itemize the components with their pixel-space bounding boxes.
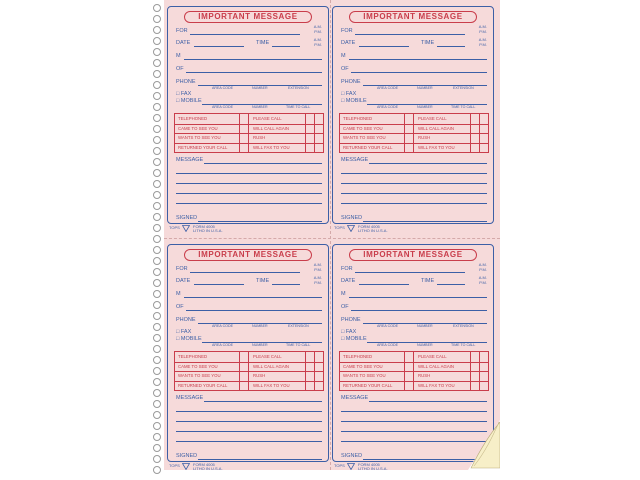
feed-hole — [153, 125, 161, 133]
phone-label: PHONE — [341, 79, 361, 85]
checkbox-option[interactable]: WANTS TO SEE YOU — [178, 135, 221, 140]
feed-hole — [153, 433, 161, 441]
pad-title: IMPORTANT MESSAGE — [184, 249, 312, 261]
message-pad — [332, 6, 494, 224]
date-line[interactable] — [194, 46, 244, 47]
area-code-label: AREA CODE — [377, 86, 398, 90]
feed-hole — [153, 400, 161, 408]
area-code-label: AREA CODE — [212, 105, 233, 109]
am-label: A.M. — [313, 262, 322, 267]
feed-hole — [153, 312, 161, 320]
for-label: FOR — [341, 266, 353, 272]
message-line[interactable] — [176, 183, 322, 184]
m-label: M — [176, 53, 181, 59]
call-status-checkbox-grid — [174, 113, 324, 153]
feed-hole — [153, 114, 161, 122]
checkbox-option[interactable]: WILL CALL AGAIN — [418, 125, 454, 131]
feed-hole — [153, 389, 161, 397]
time-to-call-label: TIME TO CALL — [286, 105, 311, 109]
feed-hole — [153, 81, 161, 89]
message-line[interactable] — [176, 203, 322, 204]
tops-logo-icon — [347, 463, 355, 470]
feed-hole — [153, 147, 161, 155]
call-status-checkbox-grid — [339, 113, 489, 153]
message-line[interactable] — [176, 441, 322, 442]
pm-label: P.M. — [314, 280, 322, 285]
feed-hole — [153, 59, 161, 67]
form-code-sub: LITHO IN U.S.A. — [358, 466, 388, 471]
feed-hole — [153, 323, 161, 331]
mobile-label: MOBILE — [180, 98, 202, 104]
fax-label: FAX — [345, 329, 357, 335]
area-code-label: AREA CODE — [377, 105, 398, 109]
pm-label: P.M. — [314, 29, 322, 34]
feed-hole — [153, 169, 161, 177]
time-line[interactable] — [437, 284, 465, 285]
pm-label: P.M. — [314, 42, 322, 47]
of-label: OF — [341, 304, 349, 310]
brand-label: TOPS — [334, 225, 345, 230]
feed-hole — [153, 268, 161, 276]
pad-title: IMPORTANT MESSAGE — [184, 11, 312, 23]
area-code-label: AREA CODE — [212, 324, 233, 328]
m-line[interactable] — [184, 297, 322, 298]
checkbox-option[interactable]: RETURNED YOUR CALL — [343, 144, 393, 150]
time-to-call-label: TIME TO CALL — [451, 343, 476, 347]
feed-hole — [153, 246, 161, 254]
fax-option[interactable]: □ FAX — [341, 329, 357, 335]
form-code-label: FORM 4005 — [358, 224, 380, 229]
call-status-checkbox-grid — [339, 351, 489, 391]
message-line[interactable] — [341, 203, 487, 204]
time-to-call-label: TIME TO CALL — [451, 105, 476, 109]
feed-hole — [153, 455, 161, 463]
tops-logo-icon — [182, 463, 190, 470]
number-label: NUMBER — [252, 105, 268, 109]
fax-option[interactable]: □ FAX — [176, 329, 192, 335]
mobile-option[interactable]: □ MOBILE — [341, 336, 367, 342]
message-pad — [167, 6, 329, 224]
checkbox-option[interactable]: WILL CALL AGAIN — [418, 363, 454, 369]
checkbox-option[interactable]: TELEPHONED — [343, 354, 373, 359]
mobile-option[interactable]: □ MOBILE — [176, 336, 202, 342]
of-line[interactable] — [186, 310, 322, 311]
time-label: TIME — [256, 278, 270, 284]
feed-hole — [153, 334, 161, 342]
message-line[interactable] — [341, 431, 487, 432]
m-line[interactable] — [184, 59, 322, 60]
signed-label: SIGNED — [341, 215, 363, 221]
checkbox-option[interactable]: RUSH — [418, 135, 431, 140]
time-to-call-label: TIME TO CALL — [286, 343, 311, 347]
number-label: NUMBER — [417, 324, 433, 328]
tops-logo-icon — [347, 225, 355, 232]
number-label: NUMBER — [417, 86, 433, 90]
message-label: MESSAGE — [341, 395, 369, 401]
message-label: MESSAGE — [341, 157, 369, 163]
signed-line[interactable] — [198, 221, 322, 222]
checkbox-option[interactable]: RUSH — [418, 373, 431, 378]
checkbox-option[interactable]: WANTS TO SEE YOU — [343, 135, 386, 140]
pm-label: P.M. — [479, 267, 487, 272]
feed-hole — [153, 4, 161, 12]
for-label: FOR — [176, 266, 188, 272]
feed-hole — [153, 279, 161, 287]
number-label: NUMBER — [252, 324, 268, 328]
form-code-label: FORM 4005 — [193, 462, 215, 467]
pm-label: P.M. — [479, 42, 487, 47]
of-line[interactable] — [186, 72, 322, 73]
feed-hole — [153, 356, 161, 364]
call-status-checkbox-grid — [174, 351, 324, 391]
date-line[interactable] — [359, 46, 409, 47]
am-label: A.M. — [478, 262, 487, 267]
am-label: A.M. — [313, 275, 322, 280]
signed-label: SIGNED — [341, 453, 363, 459]
signed-label: SIGNED — [176, 215, 198, 221]
time-line[interactable] — [272, 46, 300, 47]
of-label: OF — [341, 66, 349, 72]
form-code-sub: LITHO IN U.S.A. — [193, 466, 223, 471]
message-line[interactable] — [369, 163, 487, 164]
m-label: M — [341, 291, 346, 297]
date-line[interactable] — [194, 284, 244, 285]
checkbox-option[interactable]: WILL FAX TO YOU — [253, 144, 290, 150]
number-label: NUMBER — [252, 343, 268, 347]
feed-hole — [153, 367, 161, 375]
feed-hole — [153, 411, 161, 419]
form-code-label: FORM 4005 — [193, 224, 215, 229]
message-line[interactable] — [341, 441, 487, 442]
message-line[interactable] — [176, 421, 322, 422]
carbonless-copy-curl — [468, 420, 500, 470]
am-label: A.M. — [313, 37, 322, 42]
checkbox-option[interactable]: RETURNED YOUR CALL — [343, 382, 393, 388]
mobile-label: MOBILE — [180, 336, 202, 342]
extension-label: EXTENSION — [453, 86, 474, 90]
extension-label: EXTENSION — [288, 324, 309, 328]
checkbox-option[interactable]: PLEASE CALL — [253, 354, 282, 359]
message-line[interactable] — [176, 431, 322, 432]
fax-option[interactable]: □ FAX — [176, 91, 192, 97]
date-line[interactable] — [359, 284, 409, 285]
time-line[interactable] — [437, 46, 465, 47]
feed-hole — [153, 48, 161, 56]
for-line[interactable] — [355, 272, 465, 273]
mobile-label: MOBILE — [345, 336, 367, 342]
feed-hole — [153, 37, 161, 45]
phone-label: PHONE — [341, 317, 361, 323]
brand-label: TOPS — [334, 463, 345, 468]
pm-label: P.M. — [314, 267, 322, 272]
form-code-label: FORM 4005 — [358, 462, 380, 467]
feed-hole — [153, 345, 161, 353]
feed-hole — [153, 191, 161, 199]
message-line[interactable] — [176, 411, 322, 412]
message-label: MESSAGE — [176, 157, 204, 163]
checkbox-option[interactable]: CAME TO SEE YOU — [343, 363, 383, 369]
feed-hole — [153, 301, 161, 309]
fax-option[interactable]: □ FAX — [341, 91, 357, 97]
mobile-option[interactable]: □ MOBILE — [341, 98, 367, 104]
checkbox-option[interactable]: WILL FAX TO YOU — [418, 144, 455, 150]
extension-label: EXTENSION — [453, 324, 474, 328]
form-code-sub: LITHO IN U.S.A. — [358, 228, 388, 233]
of-label: OF — [176, 304, 184, 310]
signed-line[interactable] — [363, 221, 487, 222]
horizontal-perforation — [164, 238, 500, 239]
for-label: FOR — [341, 28, 353, 34]
date-label: DATE — [176, 278, 191, 284]
area-code-label: AREA CODE — [377, 343, 398, 347]
signed-label: SIGNED — [176, 453, 198, 459]
checkbox-option[interactable]: PLEASE CALL — [253, 116, 282, 121]
feed-hole — [153, 224, 161, 232]
time-label: TIME — [421, 40, 435, 46]
feed-hole — [153, 378, 161, 386]
number-label: NUMBER — [252, 86, 268, 90]
m-line[interactable] — [349, 297, 487, 298]
feed-hole — [153, 466, 161, 474]
pad-title: IMPORTANT MESSAGE — [349, 11, 477, 23]
feed-hole — [153, 235, 161, 243]
feed-hole — [153, 202, 161, 210]
pm-label: P.M. — [479, 280, 487, 285]
message-line[interactable] — [341, 173, 487, 174]
message-line[interactable] — [176, 193, 322, 194]
am-label: A.M. — [478, 37, 487, 42]
vertical-perforation — [330, 0, 331, 470]
feed-hole — [153, 26, 161, 34]
checkbox-option[interactable]: WANTS TO SEE YOU — [343, 373, 386, 378]
number-label: NUMBER — [417, 105, 433, 109]
checkbox-option[interactable]: WANTS TO SEE YOU — [178, 373, 221, 378]
fax-label: FAX — [180, 329, 192, 335]
feed-hole — [153, 15, 161, 23]
message-pad — [167, 244, 329, 462]
checkbox-option[interactable]: WILL FAX TO YOU — [253, 382, 290, 388]
feed-hole — [153, 444, 161, 452]
feed-hole — [153, 422, 161, 430]
checkbox-option[interactable]: CAME TO SEE YOU — [343, 125, 383, 131]
checkbox-option[interactable]: CAME TO SEE YOU — [178, 125, 218, 131]
message-line[interactable] — [341, 183, 487, 184]
feed-hole — [153, 92, 161, 100]
tops-logo-icon — [182, 225, 190, 232]
time-label: TIME — [421, 278, 435, 284]
checkbox-option[interactable]: WILL FAX TO YOU — [418, 382, 455, 388]
date-label: DATE — [341, 278, 356, 284]
extension-label: EXTENSION — [288, 86, 309, 90]
fax-label: FAX — [180, 91, 192, 97]
checkbox-option[interactable]: PLEASE CALL — [418, 354, 447, 359]
message-label: MESSAGE — [176, 395, 204, 401]
message-line[interactable] — [341, 193, 487, 194]
checkbox-option[interactable]: TELEPHONED — [178, 354, 208, 359]
phone-label: PHONE — [176, 79, 196, 85]
checkbox-option[interactable]: RUSH — [253, 373, 266, 378]
fax-label: FAX — [345, 91, 357, 97]
checkbox-option[interactable]: PLEASE CALL — [418, 116, 447, 121]
checkbox-option[interactable]: RETURNED YOUR CALL — [178, 382, 228, 388]
checkbox-option[interactable]: WILL CALL AGAIN — [253, 125, 289, 131]
feed-hole — [153, 213, 161, 221]
area-code-label: AREA CODE — [212, 343, 233, 347]
m-label: M — [176, 291, 181, 297]
mobile-label: MOBILE — [345, 98, 367, 104]
pm-label: P.M. — [479, 29, 487, 34]
checkbox-option[interactable]: CAME TO SEE YOU — [178, 363, 218, 369]
am-label: A.M. — [313, 24, 322, 29]
message-line[interactable] — [176, 173, 322, 174]
message-line[interactable] — [369, 401, 487, 402]
number-label: NUMBER — [417, 343, 433, 347]
tractor-feed-strip — [150, 0, 164, 470]
m-line[interactable] — [349, 59, 487, 60]
date-label: DATE — [341, 40, 356, 46]
message-line[interactable] — [204, 163, 322, 164]
am-label: A.M. — [478, 275, 487, 280]
feed-hole — [153, 70, 161, 78]
of-label: OF — [176, 66, 184, 72]
for-line[interactable] — [190, 272, 300, 273]
for-label: FOR — [176, 28, 188, 34]
area-code-label: AREA CODE — [212, 86, 233, 90]
brand-label: TOPS — [169, 463, 180, 468]
of-line[interactable] — [351, 72, 487, 73]
am-label: A.M. — [478, 24, 487, 29]
checkbox-option[interactable]: TELEPHONED — [343, 116, 373, 121]
for-line[interactable] — [355, 34, 465, 35]
mobile-option[interactable]: □ MOBILE — [176, 98, 202, 104]
time-label: TIME — [256, 40, 270, 46]
time-line[interactable] — [272, 284, 300, 285]
feed-hole — [153, 180, 161, 188]
checkbox-option[interactable]: WILL CALL AGAIN — [253, 363, 289, 369]
of-line[interactable] — [351, 310, 487, 311]
message-line[interactable] — [341, 411, 487, 412]
for-line[interactable] — [190, 34, 300, 35]
checkbox-option[interactable]: RETURNED YOUR CALL — [178, 144, 228, 150]
form-code-sub: LITHO IN U.S.A. — [193, 228, 223, 233]
brand-label: TOPS — [169, 225, 180, 230]
feed-hole — [153, 257, 161, 265]
checkbox-option[interactable]: TELEPHONED — [178, 116, 208, 121]
feed-hole — [153, 103, 161, 111]
phone-label: PHONE — [176, 317, 196, 323]
feed-hole — [153, 136, 161, 144]
message-line[interactable] — [341, 421, 487, 422]
m-label: M — [341, 53, 346, 59]
date-label: DATE — [176, 40, 191, 46]
feed-hole — [153, 290, 161, 298]
feed-hole — [153, 158, 161, 166]
message-line[interactable] — [204, 401, 322, 402]
area-code-label: AREA CODE — [377, 324, 398, 328]
checkbox-option[interactable]: RUSH — [253, 135, 266, 140]
pad-title: IMPORTANT MESSAGE — [349, 249, 477, 261]
signed-line[interactable] — [198, 459, 322, 460]
